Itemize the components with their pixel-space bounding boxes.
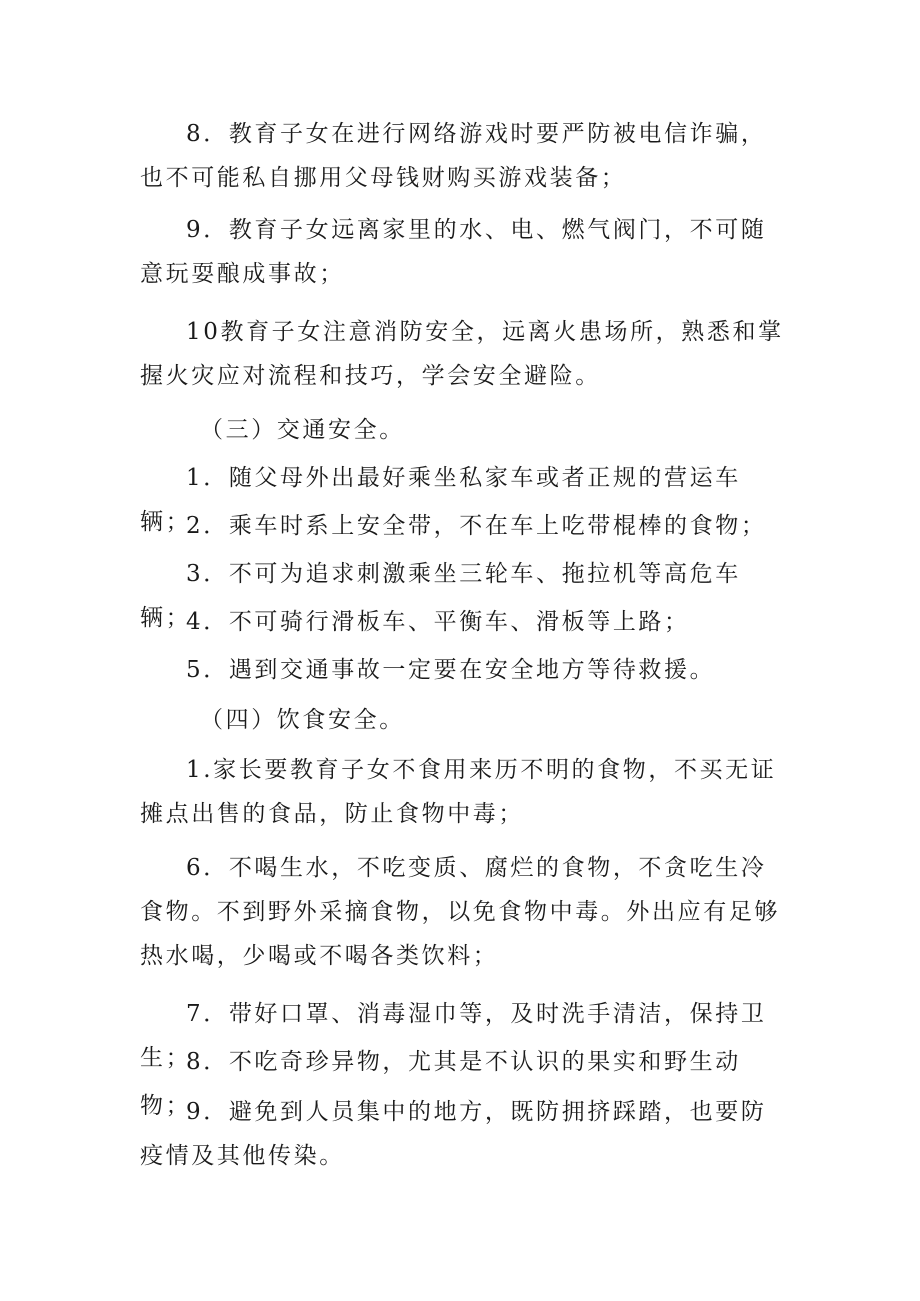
paragraph-food-1: 1.家长要教育子女不食用来历不明的食物，不买无证摊点出售的食品，防止食物中毒； — [140, 757, 777, 827]
section-heading-food-safety: （四）饮食安全。 — [200, 707, 405, 733]
paragraph-traffic-5: 5．遇到交通事故一定要在安全地方等待救援。 — [186, 657, 716, 683]
paragraph-food-9: 9．避免到人员集中的地方，既防拥挤踩踏，也要防疫情及其他传染。 — [140, 1099, 767, 1169]
paragraph-food-7: 7．带好口罩、消毒湿巾等，及时洗手清洁，保持卫生； — [140, 1001, 767, 1071]
paragraph-traffic-1: 1．随父母外出最好乘坐私家车或者正规的营运车辆； — [140, 465, 741, 535]
paragraph-traffic-2: 2．乘车时系上安全带，不在车上吃带棍棒的食物； — [186, 513, 767, 539]
section-heading-traffic-safety: （三）交通安全。 — [200, 417, 405, 443]
paragraph-food-6: 6．不喝生水，不吃变质、腐烂的食物，不贪吃生冷食物。不到野外采摘食物，以免食物中毒。外出应有足够热水喝，少喝或不喝各类饮料； — [140, 855, 780, 969]
paragraph-traffic-3: 3．不可为追求刺激乘坐三轮车、拖拉机等高危车辆； — [140, 561, 741, 631]
paragraph-9-utilities: 9．教育子女远离家里的水、电、燃气阀门，不可随意玩耍酿成事故； — [140, 217, 767, 287]
paragraph-8-online-games: 8．教育子女在进行网络游戏时要严防被电信诈骗，也不可能私自挪用父母钱财购买游戏装备； — [140, 121, 767, 191]
paragraph-10-fire-safety: 10教育子女注意消防安全，远离火患场所，熟悉和掌握火灾应对流程和技巧，学会安全避险。 — [140, 319, 784, 389]
paragraph-traffic-4: 4．不可骑行滑板车、平衡车、滑板等上路； — [186, 609, 690, 635]
paragraph-food-8: 8．不吃奇珍异物，尤其是不认识的果实和野生动物； — [140, 1049, 741, 1119]
